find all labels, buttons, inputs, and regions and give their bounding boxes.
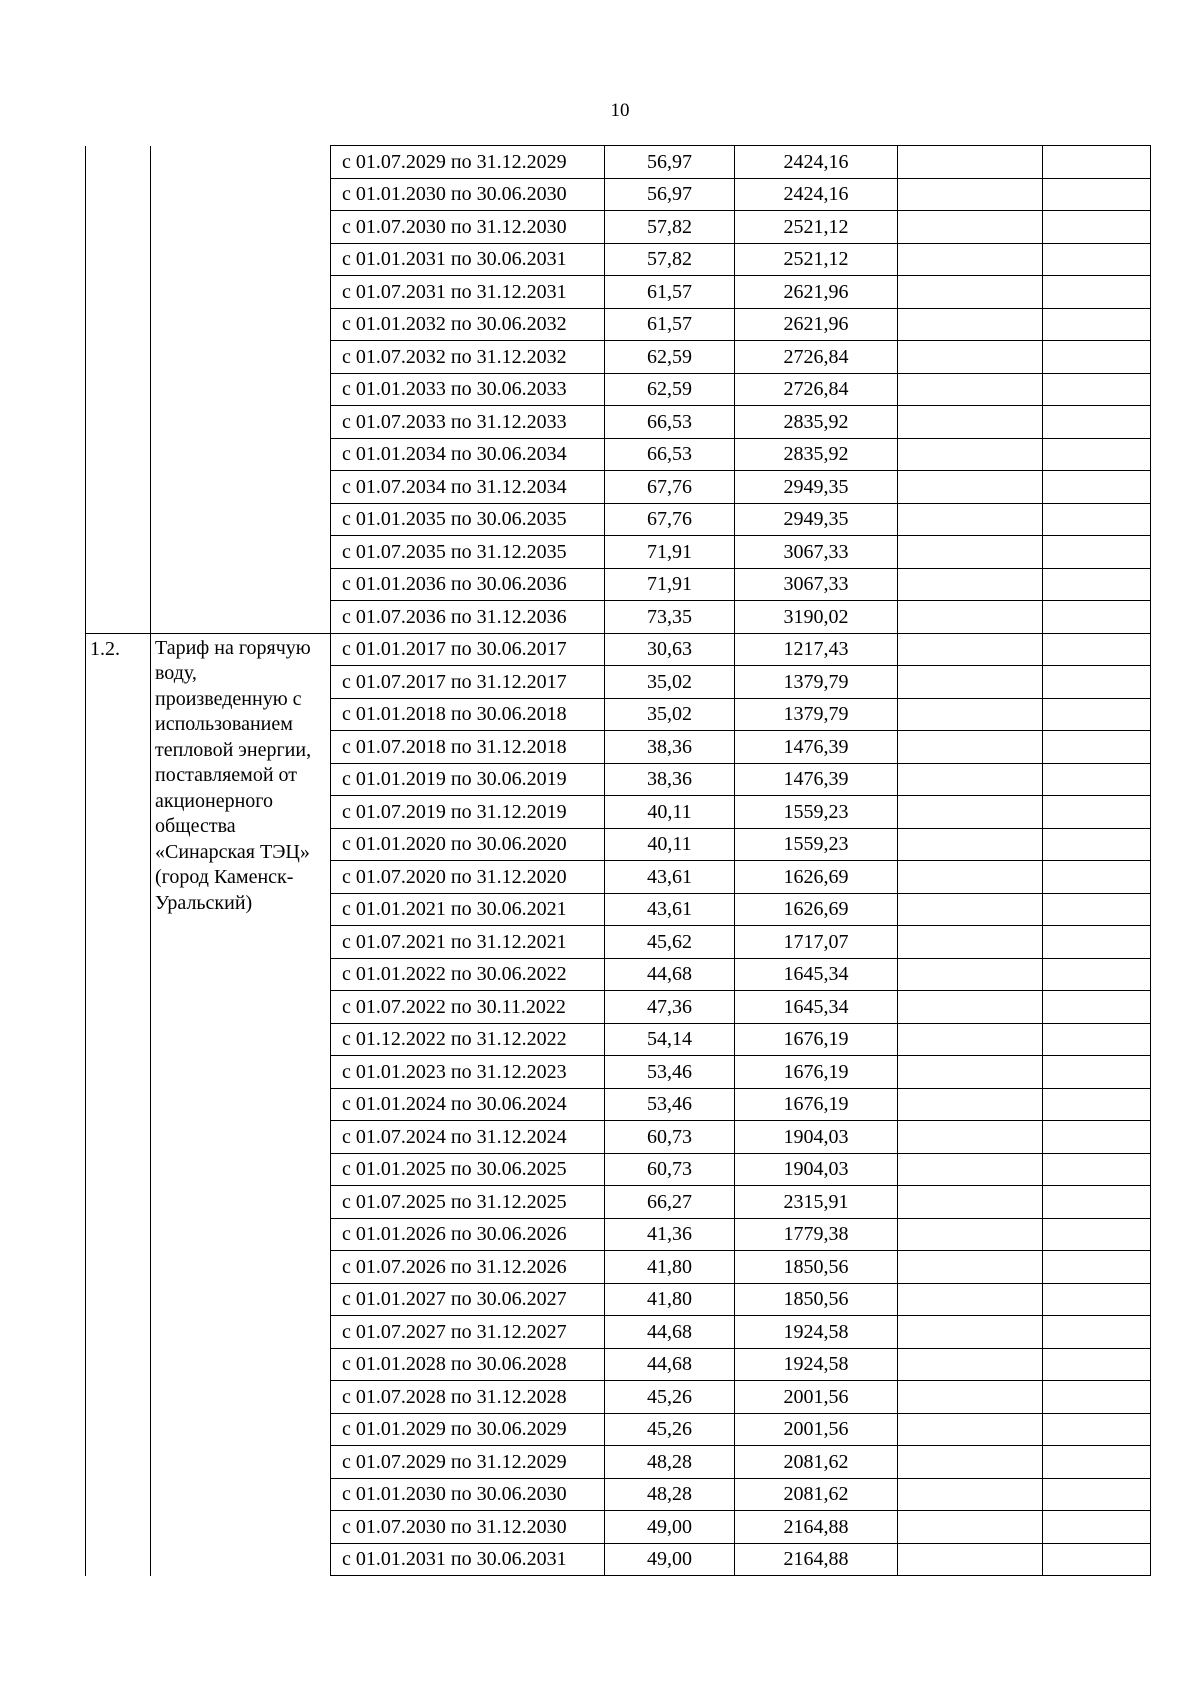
period-cell: с 01.01.2024 по 30.06.2024	[331, 1088, 605, 1121]
empty-cell	[1043, 1543, 1151, 1576]
value2-cell: 2164,88	[735, 1543, 898, 1576]
value2-cell: 1924,58	[735, 1348, 898, 1381]
value1-cell: 60,73	[605, 1121, 735, 1154]
value1-cell: 30,63	[605, 633, 735, 666]
empty-cell	[1043, 861, 1151, 894]
empty-cell	[1043, 503, 1151, 536]
empty-cell	[1043, 1056, 1151, 1089]
empty-cell	[898, 958, 1043, 991]
value2-cell: 1850,56	[735, 1283, 898, 1316]
value2-cell: 1645,34	[735, 958, 898, 991]
empty-cell	[898, 276, 1043, 309]
empty-cell	[1043, 1153, 1151, 1186]
empty-cell	[898, 503, 1043, 536]
period-cell: с 01.07.2036 по 31.12.2036	[331, 601, 605, 634]
empty-cell	[1043, 893, 1151, 926]
empty-cell	[1043, 666, 1151, 699]
empty-cell	[1043, 471, 1151, 504]
period-cell: с 01.07.2019 по 31.12.2019	[331, 796, 605, 829]
empty-cell	[1043, 796, 1151, 829]
value1-cell: 62,59	[605, 341, 735, 374]
section-description-text: Тариф на горячую воду, произведенную с использованием тепловой энергии, поставляемой от акционерного общества «Синарская ТЭЦ» (город Каменск-Уральский)	[155, 636, 312, 914]
value1-cell: 38,36	[605, 731, 735, 764]
empty-cell	[898, 211, 1043, 244]
value2-cell: 2001,56	[735, 1381, 898, 1414]
value2-cell: 2081,62	[735, 1478, 898, 1511]
period-cell: с 01.01.2031 по 30.06.2031	[331, 1543, 605, 1576]
empty-cell	[898, 1056, 1043, 1089]
value2-cell: 2001,56	[735, 1413, 898, 1446]
value2-cell: 2949,35	[735, 471, 898, 504]
empty-cell	[1043, 341, 1151, 374]
value2-cell: 1676,19	[735, 1056, 898, 1089]
empty-cell	[898, 861, 1043, 894]
empty-cell	[898, 666, 1043, 699]
value1-cell: 66,27	[605, 1186, 735, 1219]
empty-cell	[1043, 828, 1151, 861]
empty-cell	[1043, 633, 1151, 666]
value1-cell: 60,73	[605, 1153, 735, 1186]
empty-cell	[898, 763, 1043, 796]
value1-cell: 49,00	[605, 1543, 735, 1576]
empty-cell	[1043, 1283, 1151, 1316]
empty-cell	[898, 1413, 1043, 1446]
empty-cell	[898, 1478, 1043, 1511]
empty-cell	[898, 146, 1043, 179]
value1-cell: 40,11	[605, 796, 735, 829]
value1-cell: 57,82	[605, 211, 735, 244]
period-cell: с 01.01.2036 по 30.06.2036	[331, 568, 605, 601]
value2-cell: 2726,84	[735, 373, 898, 406]
value1-cell: 67,76	[605, 503, 735, 536]
empty-cell	[1043, 1088, 1151, 1121]
period-cell: с 01.01.2018 по 30.06.2018	[331, 698, 605, 731]
period-cell: с 01.07.2031 по 31.12.2031	[331, 276, 605, 309]
empty-cell	[898, 926, 1043, 959]
page-number: 10	[610, 100, 630, 121]
value1-cell: 48,28	[605, 1446, 735, 1479]
value1-cell: 61,57	[605, 276, 735, 309]
empty-cell	[898, 1121, 1043, 1154]
value1-cell: 66,53	[605, 406, 735, 439]
value2-cell: 2521,12	[735, 211, 898, 244]
empty-cell	[898, 698, 1043, 731]
empty-cell	[898, 178, 1043, 211]
empty-cell	[898, 601, 1043, 634]
value2-cell: 2621,96	[735, 308, 898, 341]
empty-cell	[898, 731, 1043, 764]
period-cell: с 01.01.2030 по 30.06.2030	[331, 1478, 605, 1511]
period-cell: с 01.01.2034 по 30.06.2034	[331, 438, 605, 471]
empty-cell	[898, 1153, 1043, 1186]
value2-cell: 2315,91	[735, 1186, 898, 1219]
value1-cell: 38,36	[605, 763, 735, 796]
value2-cell: 1379,79	[735, 698, 898, 731]
empty-cell	[898, 471, 1043, 504]
empty-cell	[898, 1348, 1043, 1381]
value1-cell: 44,68	[605, 1316, 735, 1349]
empty-cell	[898, 308, 1043, 341]
period-cell: с 01.07.2025 по 31.12.2025	[331, 1186, 605, 1219]
period-cell: с 01.07.2022 по 30.11.2022	[331, 991, 605, 1024]
period-cell: с 01.07.2021 по 31.12.2021	[331, 926, 605, 959]
empty-cell	[1043, 1218, 1151, 1251]
value1-cell: 56,97	[605, 146, 735, 179]
value1-cell: 35,02	[605, 698, 735, 731]
period-cell: с 01.07.2035 по 31.12.2035	[331, 536, 605, 569]
value1-cell: 57,82	[605, 243, 735, 276]
empty-cell	[898, 373, 1043, 406]
empty-cell	[1043, 1121, 1151, 1154]
empty-cell	[1043, 1381, 1151, 1414]
empty-cell	[1043, 406, 1151, 439]
period-cell: с 01.01.2020 по 30.06.2020	[331, 828, 605, 861]
empty-cell	[898, 991, 1043, 1024]
value2-cell: 1626,69	[735, 861, 898, 894]
section-description	[151, 146, 331, 634]
empty-cell	[898, 1088, 1043, 1121]
value2-cell: 2424,16	[735, 146, 898, 179]
period-cell: с 01.07.2018 по 31.12.2018	[331, 731, 605, 764]
period-cell: с 01.07.2029 по 31.12.2029	[331, 146, 605, 179]
value1-cell: 54,14	[605, 1023, 735, 1056]
value1-cell: 48,28	[605, 1478, 735, 1511]
period-cell: с 01.01.2023 по 31.12.2023	[331, 1056, 605, 1089]
value1-cell: 62,59	[605, 373, 735, 406]
period-cell: с 01.12.2022 по 31.12.2022	[331, 1023, 605, 1056]
period-cell: с 01.07.2017 по 31.12.2017	[331, 666, 605, 699]
section-number	[86, 146, 151, 634]
table-row	[86, 633, 1151, 666]
empty-cell	[1043, 763, 1151, 796]
empty-cell	[898, 406, 1043, 439]
value2-cell: 1559,23	[735, 796, 898, 829]
period-cell: с 01.01.2031 по 30.06.2031	[331, 243, 605, 276]
value1-cell: 73,35	[605, 601, 735, 634]
value1-cell: 47,36	[605, 991, 735, 1024]
value2-cell: 2835,92	[735, 438, 898, 471]
table-row	[86, 146, 1151, 179]
value2-cell: 1717,07	[735, 926, 898, 959]
empty-cell	[1043, 1446, 1151, 1479]
empty-cell	[898, 1316, 1043, 1349]
value1-cell: 53,46	[605, 1088, 735, 1121]
empty-cell	[1043, 731, 1151, 764]
period-cell: с 01.01.2026 по 30.06.2026	[331, 1218, 605, 1251]
value2-cell: 1850,56	[735, 1251, 898, 1284]
empty-cell	[898, 438, 1043, 471]
empty-cell	[1043, 1023, 1151, 1056]
empty-cell	[898, 1023, 1043, 1056]
value2-cell: 1779,38	[735, 1218, 898, 1251]
empty-cell	[898, 893, 1043, 926]
value2-cell: 3190,02	[735, 601, 898, 634]
period-cell: с 01.01.2032 по 30.06.2032	[331, 308, 605, 341]
value2-cell: 2521,12	[735, 243, 898, 276]
value1-cell: 71,91	[605, 536, 735, 569]
empty-cell	[1043, 568, 1151, 601]
value1-cell: 43,61	[605, 861, 735, 894]
empty-cell	[898, 568, 1043, 601]
value2-cell: 3067,33	[735, 568, 898, 601]
value1-cell: 66,53	[605, 438, 735, 471]
period-cell: с 01.07.2024 по 31.12.2024	[331, 1121, 605, 1154]
empty-cell	[1043, 1413, 1151, 1446]
value1-cell: 44,68	[605, 958, 735, 991]
empty-cell	[1043, 308, 1151, 341]
value2-cell: 2835,92	[735, 406, 898, 439]
empty-cell	[898, 1251, 1043, 1284]
value1-cell: 35,02	[605, 666, 735, 699]
period-cell: с 01.07.2032 по 31.12.2032	[331, 341, 605, 374]
empty-cell	[898, 828, 1043, 861]
value1-cell: 40,11	[605, 828, 735, 861]
empty-cell	[1043, 1478, 1151, 1511]
period-cell: с 01.07.2030 по 31.12.2030	[331, 1511, 605, 1544]
period-cell: с 01.07.2030 по 31.12.2030	[331, 211, 605, 244]
value1-cell: 41,80	[605, 1251, 735, 1284]
empty-cell	[1043, 373, 1151, 406]
period-cell: с 01.01.2033 по 30.06.2033	[331, 373, 605, 406]
period-cell: с 01.01.2019 по 30.06.2019	[331, 763, 605, 796]
value2-cell: 1904,03	[735, 1153, 898, 1186]
value2-cell: 1379,79	[735, 666, 898, 699]
value2-cell: 2726,84	[735, 341, 898, 374]
empty-cell	[1043, 243, 1151, 276]
value2-cell: 1626,69	[735, 893, 898, 926]
value1-cell: 61,57	[605, 308, 735, 341]
value2-cell: 1476,39	[735, 731, 898, 764]
empty-cell	[898, 341, 1043, 374]
period-cell: с 01.01.2022 по 30.06.2022	[331, 958, 605, 991]
empty-cell	[898, 1446, 1043, 1479]
value2-cell: 1217,43	[735, 633, 898, 666]
empty-cell	[1043, 698, 1151, 731]
value2-cell: 1476,39	[735, 763, 898, 796]
period-cell: с 01.07.2034 по 31.12.2034	[331, 471, 605, 504]
value1-cell: 49,00	[605, 1511, 735, 1544]
value2-cell: 1645,34	[735, 991, 898, 1024]
value1-cell: 43,61	[605, 893, 735, 926]
value1-cell: 71,91	[605, 568, 735, 601]
empty-cell	[898, 243, 1043, 276]
value1-cell: 45,26	[605, 1413, 735, 1446]
value1-cell: 44,68	[605, 1348, 735, 1381]
value2-cell: 1924,58	[735, 1316, 898, 1349]
period-cell: с 01.01.2029 по 30.06.2029	[331, 1413, 605, 1446]
period-cell: с 01.01.2035 по 30.06.2035	[331, 503, 605, 536]
period-cell: с 01.07.2026 по 31.12.2026	[331, 1251, 605, 1284]
empty-cell	[1043, 1186, 1151, 1219]
empty-cell	[898, 1283, 1043, 1316]
value2-cell: 2081,62	[735, 1446, 898, 1479]
empty-cell	[1043, 601, 1151, 634]
empty-cell	[1043, 958, 1151, 991]
value2-cell: 2949,35	[735, 503, 898, 536]
empty-cell	[898, 633, 1043, 666]
period-cell: с 01.07.2033 по 31.12.2033	[331, 406, 605, 439]
empty-cell	[898, 1218, 1043, 1251]
period-cell: с 01.01.2028 по 30.06.2028	[331, 1348, 605, 1381]
value2-cell: 3067,33	[735, 536, 898, 569]
empty-cell	[1043, 211, 1151, 244]
section-number: 1.2.	[86, 633, 151, 1576]
value1-cell: 56,97	[605, 178, 735, 211]
empty-cell	[1043, 1511, 1151, 1544]
value1-cell: 53,46	[605, 1056, 735, 1089]
period-cell: с 01.07.2029 по 31.12.2029	[331, 1446, 605, 1479]
empty-cell	[1043, 276, 1151, 309]
empty-cell	[1043, 1348, 1151, 1381]
empty-cell	[1043, 438, 1151, 471]
period-cell: с 01.01.2017 по 30.06.2017	[331, 633, 605, 666]
empty-cell	[898, 1511, 1043, 1544]
empty-cell	[1043, 1251, 1151, 1284]
empty-cell	[1043, 1316, 1151, 1349]
tariff-table	[85, 145, 1151, 1576]
empty-cell	[1043, 926, 1151, 959]
empty-cell	[898, 796, 1043, 829]
empty-cell	[898, 1381, 1043, 1414]
period-cell: с 01.07.2027 по 31.12.2027	[331, 1316, 605, 1349]
period-cell: с 01.01.2025 по 30.06.2025	[331, 1153, 605, 1186]
empty-cell	[898, 1186, 1043, 1219]
value2-cell: 2424,16	[735, 178, 898, 211]
empty-cell	[898, 1543, 1043, 1576]
value1-cell: 41,36	[605, 1218, 735, 1251]
empty-cell	[1043, 536, 1151, 569]
value1-cell: 45,26	[605, 1381, 735, 1414]
value2-cell: 1676,19	[735, 1023, 898, 1056]
empty-cell	[1043, 146, 1151, 179]
value1-cell: 41,80	[605, 1283, 735, 1316]
value2-cell: 1559,23	[735, 828, 898, 861]
value2-cell: 2621,96	[735, 276, 898, 309]
period-cell: с 01.01.2021 по 30.06.2021	[331, 893, 605, 926]
empty-cell	[898, 536, 1043, 569]
value2-cell: 2164,88	[735, 1511, 898, 1544]
value2-cell: 1904,03	[735, 1121, 898, 1154]
period-cell: с 01.07.2028 по 31.12.2028	[331, 1381, 605, 1414]
section-description	[151, 633, 331, 1576]
period-cell: с 01.01.2030 по 30.06.2030	[331, 178, 605, 211]
period-cell: с 01.07.2020 по 31.12.2020	[331, 861, 605, 894]
value2-cell: 1676,19	[735, 1088, 898, 1121]
empty-cell	[1043, 178, 1151, 211]
period-cell: с 01.01.2027 по 30.06.2027	[331, 1283, 605, 1316]
value1-cell: 67,76	[605, 471, 735, 504]
table-body	[86, 146, 1151, 1576]
empty-cell	[1043, 991, 1151, 1024]
value1-cell: 45,62	[605, 926, 735, 959]
